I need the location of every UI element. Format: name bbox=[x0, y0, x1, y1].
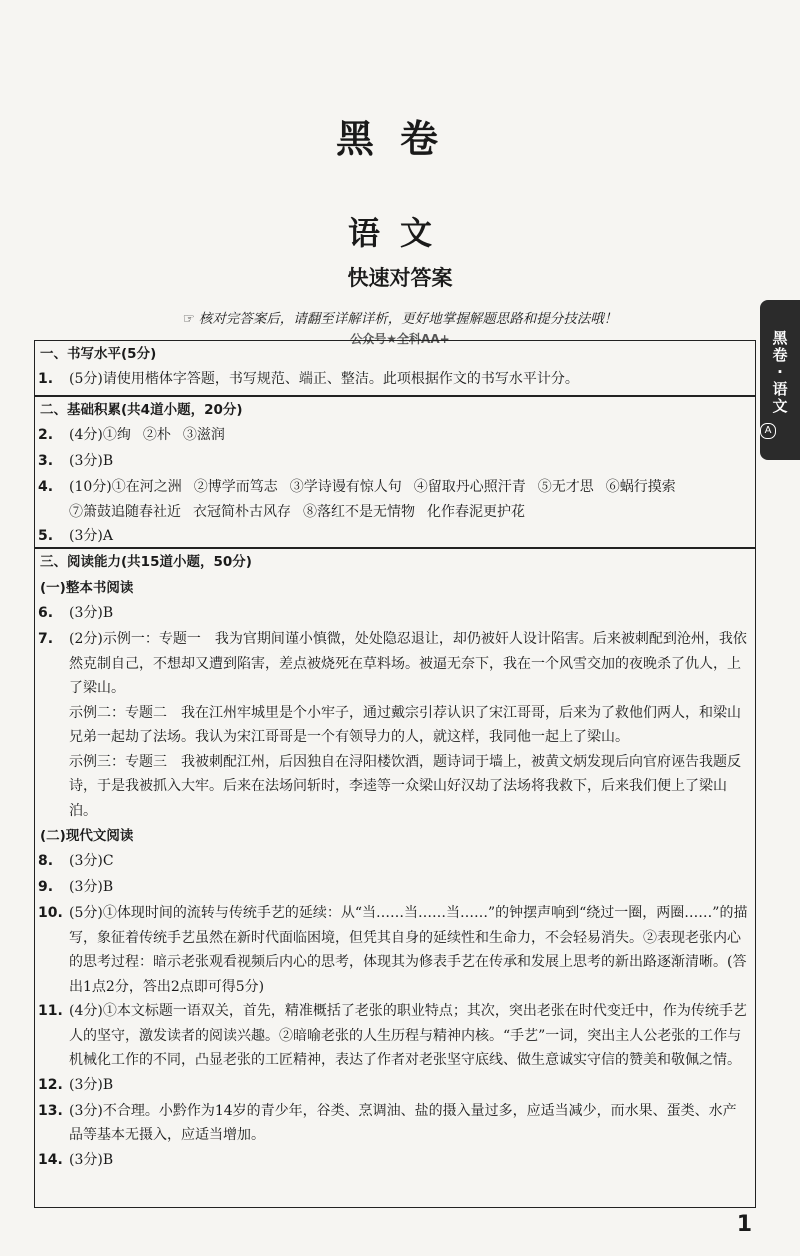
question-number: 9. bbox=[38, 879, 54, 895]
answer-part: 化作春泥更护花 bbox=[427, 503, 525, 520]
answer-paragraph: (2分)示例一：专题一 我为官期间谨小慎微，处处隐忍退让，却仍被奸人设计陷害。后来被刺配到沧州，我依然克制自己，不想却又遭到陷害，差点被烧死在草料场。被逼无奈下，我在一个风雪交加的夜晚杀了仇人，上了梁山。 bbox=[69, 631, 747, 696]
section-heading: 三、阅读能力(共15道小题，50分) bbox=[40, 554, 252, 570]
page-number: 1 bbox=[736, 1212, 752, 1237]
answer-item bbox=[38, 601, 749, 627]
answer-item bbox=[38, 423, 749, 449]
answer-part: ⑤无才思 bbox=[537, 479, 594, 495]
answer-text: (5分)①体现时间的流转与传统手艺的延续：从“当……当……当……”的钟摆声响到“绕过一圈，两圈……”的描写，象征着传统手艺虽然在新时代面临困境，但凭其自身的延续性和生命力，不会轻易消失。②表现老张内心的思考过程：暗示老张观看视频后内心的思考，体现其为修表手艺在传承和发展上思考的新出路逐渐清晰。(答出1点2分，答出2点即可得5分) bbox=[69, 905, 748, 995]
answer-part: ⑥蜗行摸索 bbox=[605, 479, 676, 495]
answer-item bbox=[38, 901, 749, 999]
subsection-heading: (一)整本书阅读 bbox=[40, 580, 134, 596]
watermark: 公众号★全科AA+ bbox=[350, 332, 450, 346]
section-reading bbox=[34, 548, 756, 1208]
question-number: 8. bbox=[38, 853, 54, 869]
answer-item bbox=[38, 875, 749, 901]
answer-item bbox=[38, 999, 749, 1073]
side-tab-char: 卷 bbox=[772, 346, 788, 364]
answer-part: ②朴 bbox=[142, 427, 171, 443]
answer-part: (4分)①绚 bbox=[69, 427, 131, 443]
question-number: 13. bbox=[38, 1102, 63, 1119]
answer-text: (3分)B bbox=[69, 453, 114, 469]
answer-key-title: 快速对答案 bbox=[347, 266, 453, 290]
answer-paragraph: 示例三：专题三 我被刺配江州，后因独自在浔阳楼饮酒，题诗词于墙上，被黄文炳发现后向官府诬告我题反诗，于是我被抓入大牢。后来在法场问斩时，李逵等一众梁山好汉劫了法场将我救下，后来我们便上了梁山泊。 bbox=[69, 753, 741, 819]
side-tab-char: 黑 bbox=[772, 329, 788, 347]
side-tab-char: 文 bbox=[772, 397, 788, 415]
question-number: 6. bbox=[38, 605, 54, 621]
answer-item bbox=[38, 367, 749, 393]
answer-item bbox=[38, 449, 749, 475]
answer-text: (3分)B bbox=[69, 879, 114, 895]
subsection-heading: (二)现代文阅读 bbox=[40, 828, 134, 844]
answer-paragraph: 示例二：专题二 我在江州牢城里是个小牢子，通过戴宗引荐认识了宋江哥哥，后来为了救他们两人，和梁山兄弟一起劫了法场。我认为宋江哥哥是一个有领导力的人，就这样，我同他一起上了梁山。 bbox=[69, 704, 741, 745]
question-number: 1. bbox=[38, 371, 54, 387]
answer-part: ⑦箫鼓追随春社近 bbox=[69, 503, 181, 520]
question-number: 12. bbox=[38, 1076, 63, 1093]
question-number: 11. bbox=[38, 1003, 63, 1019]
question-number: 5. bbox=[38, 528, 54, 544]
tip-label: 核对完答案后，请翻至详解详析，更好地掌握解题思路和提分技法哦！ bbox=[198, 311, 618, 327]
answer-text: (3分)B bbox=[69, 605, 114, 621]
question-number: 10. bbox=[38, 905, 63, 921]
side-tab-badge: A bbox=[760, 423, 776, 439]
answer-item bbox=[38, 475, 749, 524]
answer-item bbox=[38, 1148, 749, 1174]
answer-part: ③学诗谩有惊人句 bbox=[289, 479, 402, 495]
answer-text: (3分)A bbox=[69, 528, 113, 544]
answer-text: (3分)C bbox=[69, 853, 114, 869]
answer-item bbox=[38, 1099, 749, 1148]
question-number: 2. bbox=[38, 427, 54, 443]
question-number: 14. bbox=[38, 1151, 63, 1168]
side-tab-dot: · bbox=[777, 363, 783, 381]
side-tab-char: 语 bbox=[772, 380, 788, 398]
answer-item bbox=[38, 627, 749, 823]
side-tab bbox=[760, 300, 800, 460]
answer-part: (10分)①在河之洲 bbox=[69, 479, 182, 495]
section-heading: 二、基础积累(共4道小题，20分) bbox=[40, 402, 243, 418]
answer-text: (5分)请使用楷体字答题，书写规范、端正、整洁。此项根据作文的书写水平计分。 bbox=[69, 371, 579, 387]
question-number: 7. bbox=[38, 631, 54, 647]
tip-text bbox=[0, 307, 800, 327]
answer-part: ③滋润 bbox=[182, 427, 225, 443]
question-number: 3. bbox=[38, 453, 54, 469]
answer-part: ⑧落红不是无情物 bbox=[303, 503, 415, 520]
answer-item bbox=[38, 1073, 749, 1099]
answer-part: 衣冠简朴古风存 bbox=[193, 503, 291, 520]
answer-item bbox=[38, 524, 749, 548]
answer-part: ②博学而笃志 bbox=[193, 479, 278, 495]
section-heading: 一、书写水平(5分) bbox=[40, 346, 157, 362]
answer-text: (3分)B bbox=[69, 1151, 114, 1168]
answer-part: ④留取丹心照汗青 bbox=[413, 479, 526, 495]
pointing-hand-icon: ☞ bbox=[182, 311, 195, 327]
section-basic bbox=[34, 396, 756, 548]
question-number: 4. bbox=[38, 479, 54, 495]
answer-item bbox=[38, 849, 749, 875]
answer-text: (3分)不合理。小黔作为14岁的青少年，谷类、烹调油、盐的摄入量过多，应适当减少，而水果、蛋类、水产品等基本无摄入，应适当增加。 bbox=[69, 1102, 737, 1143]
section-handwriting bbox=[34, 340, 756, 396]
page-title: 黑卷 bbox=[335, 117, 464, 161]
subject-title: 语文 bbox=[347, 214, 452, 252]
answer-text: (3分)B bbox=[69, 1076, 114, 1093]
answer-text: (4分)①本文标题一语双关，首先，精准概括了老张的职业特点；其次，突出老张在时代变迁中，作为传统手艺人的坚守，激发读者的阅读兴趣。②暗喻老张的人生历程与精神内核。“手艺”一词，突出主人公老张的工作与机械化工作的不同，凸显老张的工匠精神，表达了作者对老张坚守底线、做生意诚实守信的赞美和敬佩之情。 bbox=[69, 1003, 747, 1068]
